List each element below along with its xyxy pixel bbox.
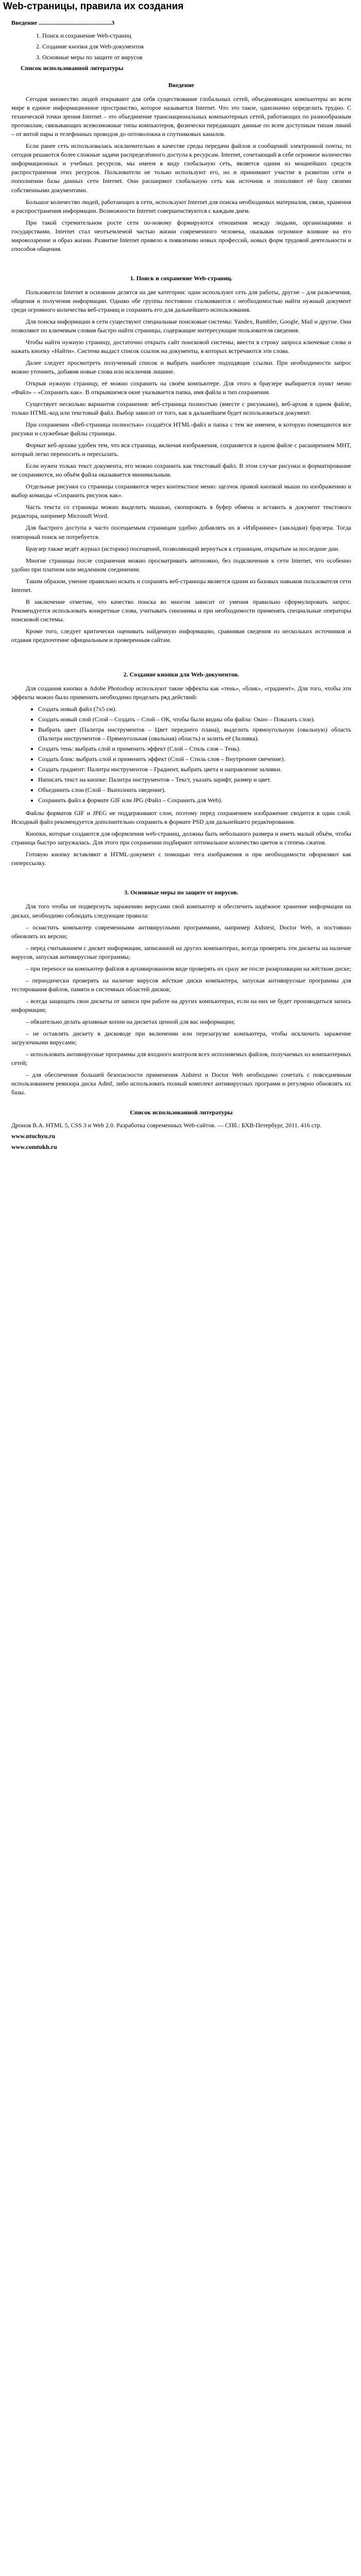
section1-paragraph: Далее следует просмотреть полученный список и выбрать наиболее подходящие ссылки. При необходимости запрос можно уточнить, добавив новые слова или исключив лишние. xyxy=(11,359,351,375)
section1-paragraph: Многие страницы после сохранения можно просматривать автономно, без подключения к сети Internet, что особенно удобно при платном или медленном соединении. xyxy=(11,556,351,573)
section2-paragraph: Файлы форматов GIF и JPEG не поддерживают слои, поэтому перед сохранением изображение сводится в один слой. Исходный файл рекомендуется дополнительно сохранить в формате PSD для дальнейшего редактирования. xyxy=(11,809,351,826)
toc-item: 1. Поиск и сохранение Web-страниц xyxy=(36,32,131,40)
section2-paragraph: Кнопки, которые создаются для оформления web-страниц, должны быть небольшого размера и иметь малый объём, чтобы страница быстро загружалась. Для этого при сохранении подбирают оптимальное количество цветов и степень сжатия. xyxy=(11,830,351,846)
section3-paragraph: Для того чтобы не подвергнуть заражению вирусами свой компьютер и обеспечить надёжное хранение информации на дисках, необходимо соблюдать следующие правила: xyxy=(11,903,351,919)
document-body xyxy=(11,19,351,1154)
section3-heading: 3. Основные меры по защите от вирусов. xyxy=(124,889,238,896)
section3-paragraph: – не оставлять дискету в дисководе при включении или перезагрузке компьютера, чтобы исключить заражение загрузочными вирусами; xyxy=(11,1029,351,1046)
section1-paragraph: Таким образом, умение правильно искать и сохранять веб-страницы является одним из базовых навыков пользователя сети Internet. xyxy=(11,577,351,594)
website-link-2[interactable] xyxy=(11,1143,351,1151)
website-link-text[interactable]: www.comtukh.ru xyxy=(11,1143,57,1151)
toc-heading xyxy=(11,19,351,27)
section2-paragraph: Для создания кнопки в Adobe Photoshop используют такие эффекты как «тень», «блик», «градиент». Для того, чтобы эти эффекты можно было применить необходимо проделать ряд действий: xyxy=(11,684,351,701)
section1-paragraph: Открыв нужную страницу, её можно сохранить на своём компьютере. Для этого в браузере выбирается пункт меню «Файл» – «Сохранить как». В открывшемся окне указывается папка, имя файла и тип сохранения. xyxy=(11,380,351,396)
section3-paragraph: – при переносе на компьютер файлов в архивированном виде проверять их сразу же после разархивации на жёстком диске; xyxy=(26,964,351,972)
section1-paragraph: Если нужен только текст документа, его можно сохранить как текстовый файл. В этом случае рисунки и форматирование не сохраняются, но объём файла оказывается минимальным. xyxy=(11,462,351,479)
list-item: • Создать новый слой (Слой – Создать – Слой – ОК, чтобы были видны оба файла: Окно – Показать слои). xyxy=(38,715,351,724)
table-of-contents xyxy=(11,31,351,73)
list-item: • Объединить слои (Слой – Выполнить сведение). xyxy=(38,786,351,794)
section3-paragraph: – оснастить компьютер современными антивирусными программами, например Aidstest, Doctor Web, и постоянно обновлять их версии; xyxy=(11,923,351,940)
section3-paragraph: – всегда защищать свои дискеты от записи при работе на других компьютерах, если на них не будет производиться запись информации; xyxy=(11,997,351,1013)
toc-leader: ............................................... xyxy=(39,19,112,26)
page-title: Web-страницы, правила их создания xyxy=(3,1,184,12)
section1-paragraph: Существует несколько вариантов сохранения: веб-страница полностью (вместе с рисунками), веб-архив в одном файле, только HTML-код или текстовый файл. Выбор зависит от того, как в дальнейшем будет использоваться документ. xyxy=(11,400,351,417)
list-item: • Сохранить файл в формате GIF или JPG (Файл – Сохранить для Web). xyxy=(38,796,351,805)
section1-paragraph: Часть текста со страницы можно выделить мышью, скопировать в буфер обмена и вставить в документ текстового редактора, например Microsoft Word. xyxy=(11,503,351,520)
bibliography-item: Дронов В.А. HTML 5, CSS 3 и Web 2.0. Разработка современных Web-сайтов. — СПб.: БХВ-Петербург, 2011. 416 стр. xyxy=(11,1122,322,1129)
list-item: • Создать тень: выбрать слой и применить эффект (Слой – Стиль слоя – Тень). xyxy=(38,744,351,753)
section3-paragraph: – использовать антивирусные программы для входного контроля всех исполняемых файлов, получаемых из компьютерных сетей; xyxy=(11,1050,351,1066)
section2-paragraph: Готовую кнопку вставляют в HTML-документ с помощью тега изображения и при необходимости оформляют как гиперссылку. xyxy=(11,851,351,867)
list-item: • Создать блик: выбрать слой и применить эффект (Слой – Стиль слоя – Внутреннее свечение). xyxy=(38,755,351,764)
toc-intro-page: 3 xyxy=(111,19,115,26)
website-link-1[interactable] xyxy=(11,1132,351,1141)
intro-heading: Введение xyxy=(168,81,195,89)
steps-list xyxy=(11,705,351,805)
list-item: • Написать текст на кнопке: Палитра инструментов – Текст, указать шрифт, размер и цвет. xyxy=(38,775,351,784)
section3-paragraph: – для обеспечения большей безопасности применения Aidstest и Doctor Web необходимо сочетать с повседневным использованием ревизора диска Adinf, либо использовать полный комплект антивирусных программ и регулярно обновлять их базы. xyxy=(11,1071,351,1096)
website-link-text[interactable]: www.ntuchyu.ru xyxy=(11,1132,56,1140)
intro-paragraph: Сегодня множество людей открывают для себя существование глобальных сетей, объединяющих компьютеры во всем мире в единое информационное пространство, которое называется Internet. Что это такое, однозначно определить трудно. С технической точки зрения Internet – это объединение транснациональных компьютерных сетей, работающих по разнообразным протоколам, связывающих всевозможные типы компьютеров, физически передающих данные по всем доступным типам линий – от витой пары и телефонных проводов до оптоволокна и спутниковых каналов. xyxy=(11,95,351,138)
section1-paragraph: Браузер также ведёт журнал (историю) посещений, позволяющий вернуться к страницам, открытым за последние дни. xyxy=(26,545,340,552)
section1-paragraph: Пользователи Internet в основном делятся на две категории: одни используют сеть для работы, другие – для развлечения, общения и получения информации. Однако обе группы постоянно сталкиваются с необходимостью найти нужный документ среди огромного количества веб-страниц и сохранить его для дальнейшего использования. xyxy=(11,288,351,313)
list-item: • Создать градиент: Палитра инструментов – Градиент, выбрать цвета и направление заливки. xyxy=(38,765,351,774)
section1-paragraph: Кроме того, следует критически оценивать найденную информацию, сравнивая сведения из нескольких источников и отдавая предпочтение официальным и проверенным сайтам. xyxy=(11,627,351,643)
intro-paragraph: Если ранее сеть использовалась исключительно в качестве среды передачи файлов и сообщений электронной почты, то сегодня решаются более сложные задачи распределённого доступа к ресурсам. Internet, сочетающий в себе огромное количество информационных и учебных ресурсов, мы имеем в виду глобальную сеть, является одним из мощнейших средств распространения этих ресурсов. Пользователи не только используют его, но и принимают участие в развитии сети и пополнении базы данных сети Internet. Они расширяют глобальную сеть как источник и пополняют её базу своими собственными документами. xyxy=(11,142,351,194)
bibliography-heading: Список использованной литературы xyxy=(130,1109,233,1116)
intro-paragraph: Большое количество людей, работающих в сети, используют Internet для поиска необходимых материалов, связи, хранения и распространения информации. Возможности Internet совершенствуются с каждым днем. xyxy=(11,198,351,214)
section3-paragraph: – обязательно делать архивные копии на дискетах ценной для вас информации; xyxy=(26,1018,235,1025)
list-item: • Выбрать цвет (Палитра инструментов – Цвет переднего плана), выделить прямоугольную (овальную) область (Палитра инструментов – Прямоугольная (овальная) область) и залить её (Заливка). xyxy=(38,725,351,743)
section2-heading: 2. Создание кнопки для Web-документов. xyxy=(123,670,239,678)
section1-paragraph: Для поиска информации в сети существуют специальные поисковые системы: Yandex, Rambler, Google, Mail и другие. Они позволяют по ключевым словам быстро найти страницы, содержащие интересующие пользователя сведения. xyxy=(11,317,351,334)
section1-paragraph: Формат веб-архива удобен тем, что вся страница, включая изображения, сохраняется в одном файле с расширением MHT, который легко переносить и пересылать. xyxy=(11,442,351,458)
section3-paragraph: – перед считыванием с дискет информации, записанной на других компьютерах, всегда проверять эти дискеты на наличие вирусов, запуская антивирусные программы; xyxy=(11,944,351,960)
section1-paragraph: Чтобы найти нужную страницу, достаточно открыть сайт поисковой системы, ввести в строку запроса ключевые слова и нажать кнопку «Найти». Система выдаст список ссылок на документы, в которых встречаются эти слова. xyxy=(11,338,351,354)
toc-item: 3. Основные меры по защите от вирусов xyxy=(36,54,143,61)
toc-item-bibliography: Список использованной литературы xyxy=(21,64,124,72)
intro-paragraph: При такой стремительном росте сети по-новому формируются отношения между людьми, организациями и государствами. Internet стал неотъемлемой частью жизни современного человека, оказывая огромное влияние на его мировоззрение и образ жизни. Развитие Internet привело к появлению новых профессий, новых форм трудовой деятельности и способов общения. xyxy=(11,218,351,252)
section1-paragraph: При сохранении «Веб-страница полностью» создаётся HTML-файл и папка с тем же именем, в которую помещаются все рисунки и служебные файлы страницы. xyxy=(11,421,351,437)
list-item: • Создать новый файл (7х5 см). xyxy=(38,705,351,714)
toc-item: 2. Создание кнопки для Web-документов xyxy=(36,43,144,50)
section1-paragraph: Отдельные рисунки со страницы сохраняются через контекстное меню: щелчок правой кнопкой мыши по изображению и выбор команды «Сохранить рисунок как». xyxy=(11,483,351,499)
section1-paragraph: Для быстрого доступа к часто посещаемым страницам удобно добавлять их в «Избранное» (закладки) браузера. Тогда повторный поиск не потребуется. xyxy=(11,524,351,540)
section1-paragraph: В заключение отметим, что качество поиска во многом зависит от умения правильно сформулировать запрос. Рекомендуется использовать конкретные слова, учитывать синонимы и при необходимости применять специальные операторы поисковой системы. xyxy=(11,598,351,623)
toc-intro-label: Введение xyxy=(11,19,38,26)
section1-heading: 1. Поиск и сохранение Web-страниц. xyxy=(130,274,233,282)
section3-paragraph: – периодически проверять на наличие вирусов жёсткие диски компьютера, запуская антивирусные программы для тестирования файлов, памяти и системных областей дисков; xyxy=(11,976,351,993)
